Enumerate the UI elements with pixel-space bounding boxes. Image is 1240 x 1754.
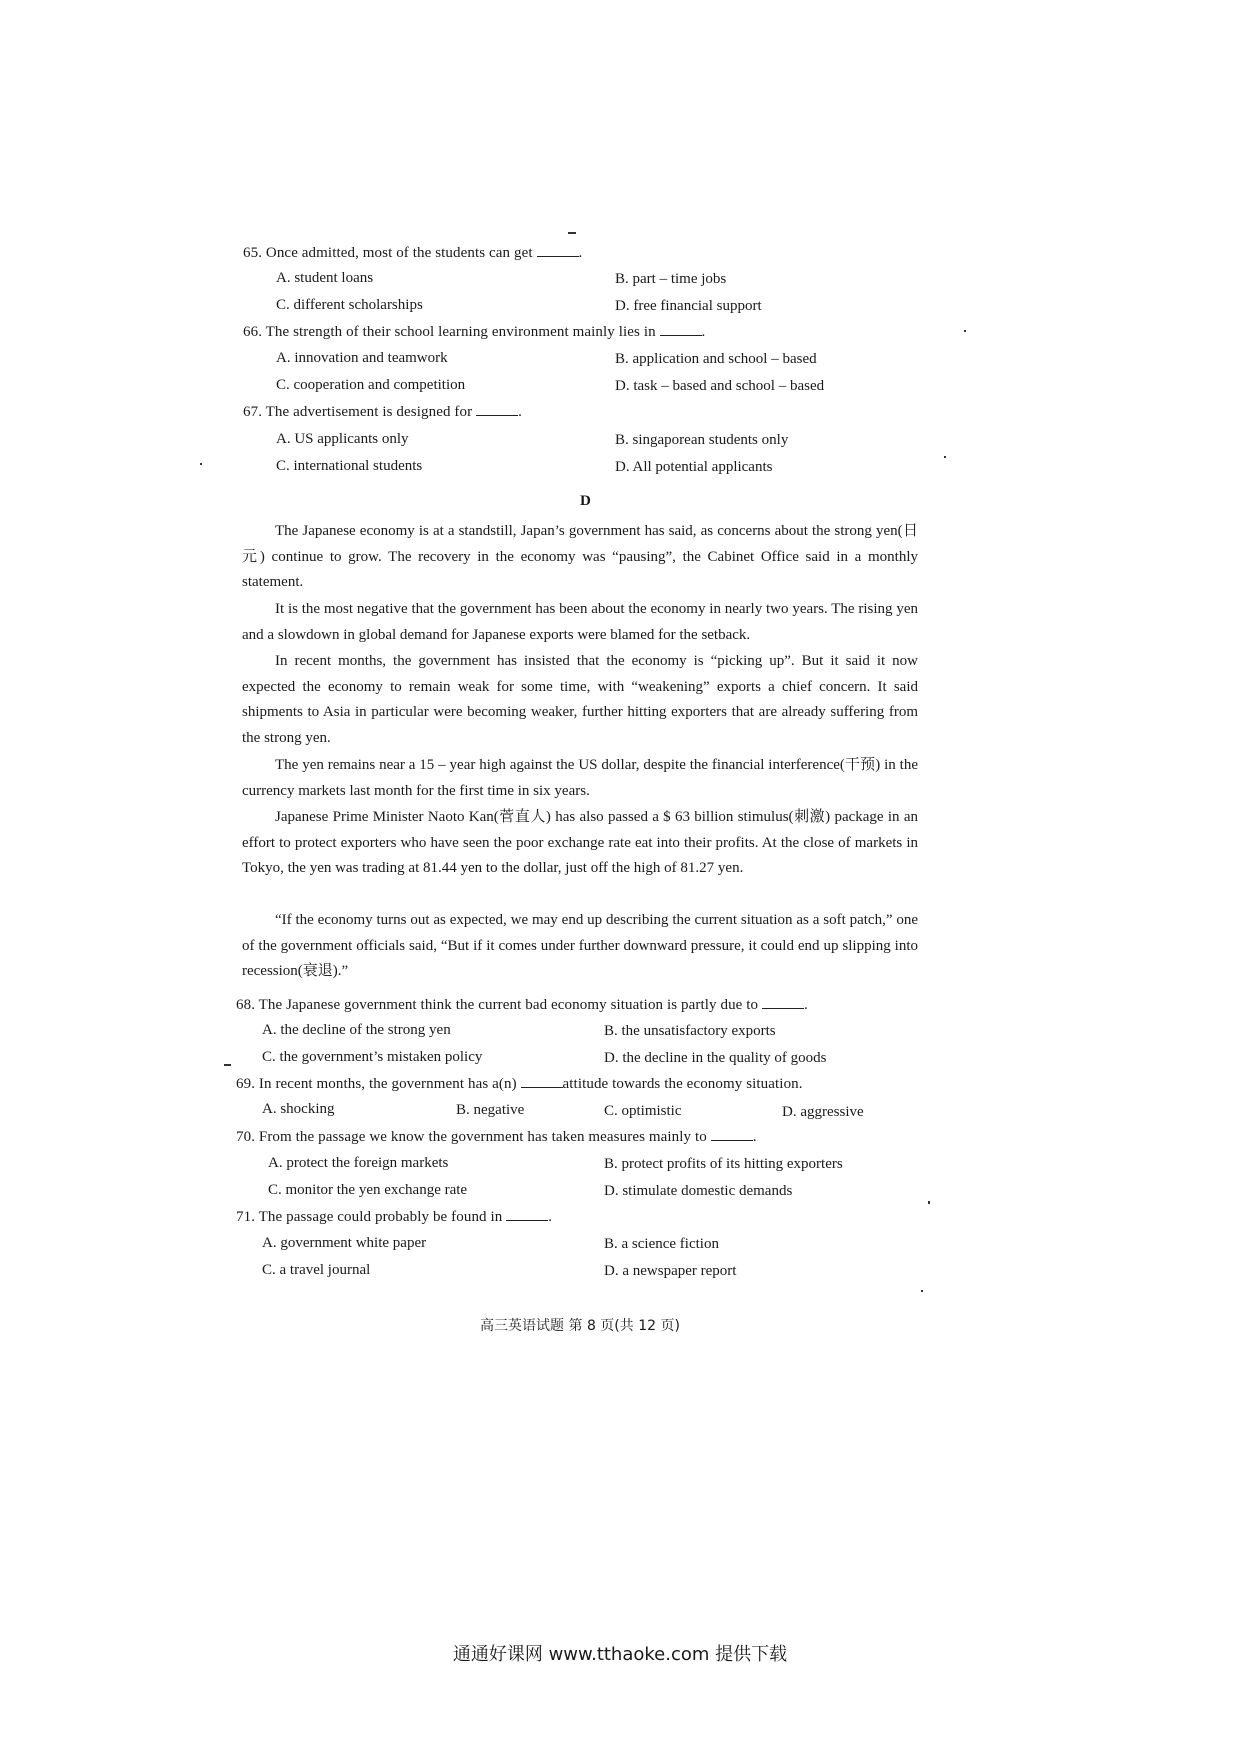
scan-speck bbox=[964, 330, 966, 332]
answer-blank bbox=[537, 244, 579, 257]
answer-blank bbox=[660, 323, 702, 336]
q69-option-a: A. shocking bbox=[262, 1101, 335, 1117]
scan-speck bbox=[200, 463, 202, 465]
q69-option-c: C. optimistic bbox=[604, 1103, 682, 1119]
answer-blank bbox=[476, 403, 518, 416]
q69-option-d: D. aggressive bbox=[782, 1104, 864, 1120]
q71-option-b: B. a science fiction bbox=[604, 1236, 719, 1252]
q70-option-c: C. monitor the yen exchange rate bbox=[268, 1182, 468, 1198]
q67-option-a: A. US applicants only bbox=[276, 431, 409, 447]
passage-paragraph: Japanese Prime Minister Naoto Kan(菅直人) has also passed a $ 63 billion stimulus(刺激) package in an effort to protect exporters who have seen the poor exchange rate eat into their profits. At the close of markets in Tokyo, the yen was trading at 81.44 yen to the dollar, just off the high of 81.27 yen. bbox=[242, 809, 918, 876]
q71-option-d: D. a newspaper report bbox=[604, 1263, 737, 1279]
scan-speck bbox=[224, 1064, 231, 1066]
section-heading: D bbox=[580, 493, 591, 509]
q70-option-b: B. protect profits of its hitting exporters bbox=[604, 1156, 843, 1172]
answer-blank bbox=[762, 996, 804, 1009]
scan-speck bbox=[944, 456, 946, 458]
question-67-stem: 67. The advertisement is designed for . bbox=[243, 404, 522, 420]
q65-option-a: A. student loans bbox=[276, 270, 374, 286]
scan-speck bbox=[921, 1290, 923, 1292]
passage-paragraph: The Japanese economy is at a standstill, Japan’s government has said, as concerns about the strong yen(日元) continue to grow. The recovery in the economy was “pausing”, the Cabinet Office said in a monthly statement. bbox=[242, 523, 918, 590]
question-70-stem: 70. From the passage we know the government has taken measures mainly to . bbox=[236, 1129, 757, 1145]
passage-paragraph: It is the most negative that the government has been about the economy in nearly two years. The rising yen and a slowdown in global demand for Japanese exports were blamed for the setback. bbox=[242, 601, 918, 643]
passage-paragraph: In recent months, the government has insisted that the economy is “picking up”. But it said it now expected the economy to remain weak for some time, with “weakening” exports a chief concern. It said shipments to Asia in particular were becoming weaker, further hitting exporters that are already suffering from the strong yen. bbox=[242, 653, 918, 746]
answer-blank bbox=[711, 1128, 753, 1141]
question-71-stem: 71. The passage could probably be found in . bbox=[236, 1209, 553, 1225]
question-65-stem: 65. Once admitted, most of the students can get . bbox=[243, 245, 583, 261]
question-66-stem: 66. The strength of their school learning environment mainly lies in . bbox=[243, 324, 706, 340]
q68-option-d: D. the decline in the quality of goods bbox=[604, 1050, 827, 1066]
q66-option-a: A. innovation and teamwork bbox=[276, 350, 448, 366]
q71-option-c: C. a travel journal bbox=[262, 1262, 371, 1278]
answer-blank bbox=[521, 1075, 563, 1088]
q67-option-b: B. singaporean students only bbox=[615, 432, 789, 448]
q66-option-b: B. application and school – based bbox=[615, 351, 817, 367]
question-68-stem: 68. The Japanese government think the current bad economy situation is partly due to . bbox=[236, 997, 808, 1013]
scan-speck bbox=[928, 1201, 930, 1204]
q66-option-d: D. task – based and school – based bbox=[615, 378, 825, 394]
watermark-text: 通通好课网 www.tthaoke.com 提供下载 bbox=[452, 1644, 788, 1665]
page-footer: 高三英语试题 第 8 页(共 12 页) bbox=[480, 1318, 680, 1334]
scan-speck bbox=[568, 232, 576, 234]
q65-option-d: D. free financial support bbox=[615, 298, 762, 314]
passage-paragraph: The yen remains near a 15 – year high against the US dollar, despite the financial interference(干预) in the currency markets last month for the first time in six years. bbox=[242, 757, 918, 799]
q65-option-b: B. part – time jobs bbox=[615, 271, 727, 287]
q68-option-a: A. the decline of the strong yen bbox=[262, 1022, 451, 1038]
answer-blank bbox=[506, 1208, 548, 1221]
q68-option-c: C. the government’s mistaken policy bbox=[262, 1049, 483, 1065]
q66-option-c: C. cooperation and competition bbox=[276, 377, 466, 393]
q70-option-d: D. stimulate domestic demands bbox=[604, 1183, 793, 1199]
question-69-stem: 69. In recent months, the government has a(n) attitude towards the economy situation. bbox=[236, 1076, 803, 1092]
q68-option-b: B. the unsatisfactory exports bbox=[604, 1023, 776, 1039]
q70-option-a: A. protect the foreign markets bbox=[268, 1155, 449, 1171]
q69-option-b: B. negative bbox=[456, 1102, 525, 1118]
q67-option-d: D. All potential applicants bbox=[615, 459, 773, 475]
q67-option-c: C. international students bbox=[276, 458, 423, 474]
passage-paragraph: “If the economy turns out as expected, we may end up describing the current situation as a soft patch,” one of the government officials said, “But if it comes under further downward pressure, it could end up slipping into recession(衰退).” bbox=[242, 912, 918, 979]
q71-option-a: A. government white paper bbox=[262, 1235, 427, 1251]
q65-option-c: C. different scholarships bbox=[276, 297, 423, 313]
